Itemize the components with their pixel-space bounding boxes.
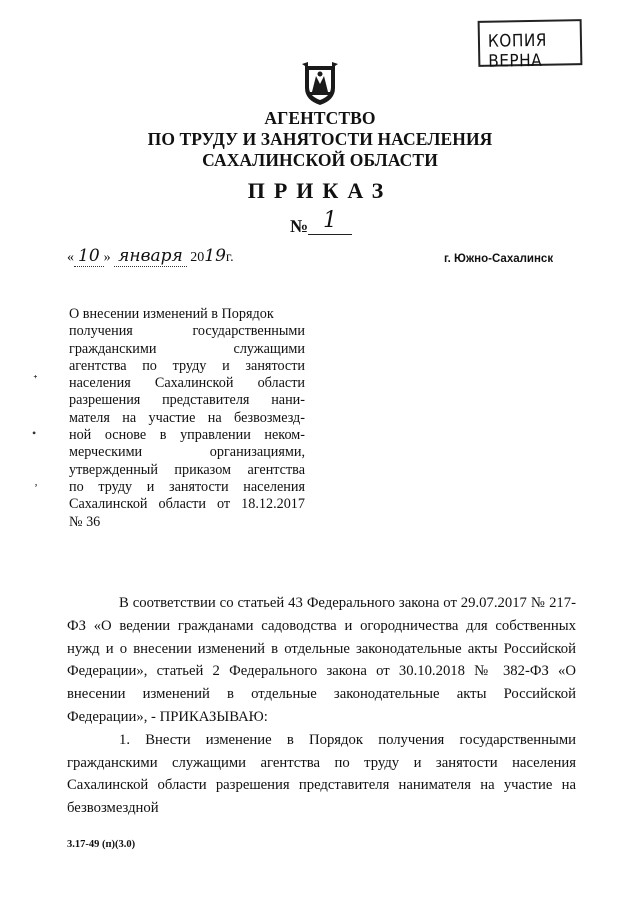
body-item-1: 1. Внести изменение в Порядок получения государственными гражданскими служащими агентства по труду и занятости населения Сахалинской области разрешения представителя нанимателя на участие на безвозмездной [67,731,576,817]
order-number-label: № [290,216,309,236]
form-code: 3.17-49 (п)(3.0) [67,839,136,850]
subject-line: Сахалинской области от 18.12.2017 [69,496,305,513]
margin-mark: • [32,426,37,440]
date-month: января [114,246,187,267]
subject-line: мерческими организациями, [69,444,305,461]
copy-certified-stamp [478,19,583,72]
date-year-suffix: 19 [204,246,226,266]
subject-line: мателя на участие на безвозмезд- [69,409,305,426]
agency-line-2: ПО ТРУДУ И ЗАНЯТОСТИ НАСЕЛЕНИЯ [147,129,493,149]
subject-line: ной основе в управлении неком- [69,427,305,444]
subject-line: № 36 [69,513,101,530]
order-title: ПРИКАЗ [247,178,393,203]
agency-line-1: АГЕНТСТВО [264,108,376,128]
order-number-value: 1 [308,208,352,235]
order-city: г. Южно-Сахалинск [444,253,554,265]
date-day: 10 [74,246,104,267]
date-quote-close: » [103,250,111,265]
coat-of-arms-icon [302,62,338,106]
subject-line: агентства по труду и занятости [69,357,305,374]
body-preamble: В соответствии со статьей 43 Федерального закона от 29.07.2017 № 217-ФЗ «О ведении гражданами садоводства и огородничества для собственных нужд и о внесении изменений в отдельные законодательные акты Российской Федерации», статьей 2 Федерального закона от 30.10.2018 № 382-ФЗ «О внесении изменений в отдельные законодательные акты Российской Федерации», - ПРИКАЗЫВАЮ: [67,595,576,725]
subject-line: О внесении изменений в Порядок [69,306,274,322]
subject-line: населения Сахалинской области [69,375,305,392]
stamp-text: КОПИЯ ВЕРНА [487,30,548,72]
date-quote-open: « [67,250,74,265]
order-date [67,246,234,267]
date-year-prefix: 20 [190,250,205,265]
subject-line: разрешения представителя нани- [69,392,305,409]
margin-mark: ᐩ [33,372,38,386]
subject-line: по труду и занятости населения [69,478,305,495]
subject-line: получения государственными [69,323,305,340]
date-year-end: г. [225,250,234,265]
order-subject [69,306,305,531]
subject-line: утвержденный приказом агентства [69,461,305,478]
subject-line: гражданскими служащими [69,340,305,357]
order-body [67,592,576,820]
agency-line-3: САХАЛИНСКОЙ ОБЛАСТИ [202,150,438,170]
margin-mark: ʼ [34,481,38,495]
agency-name [0,108,640,171]
